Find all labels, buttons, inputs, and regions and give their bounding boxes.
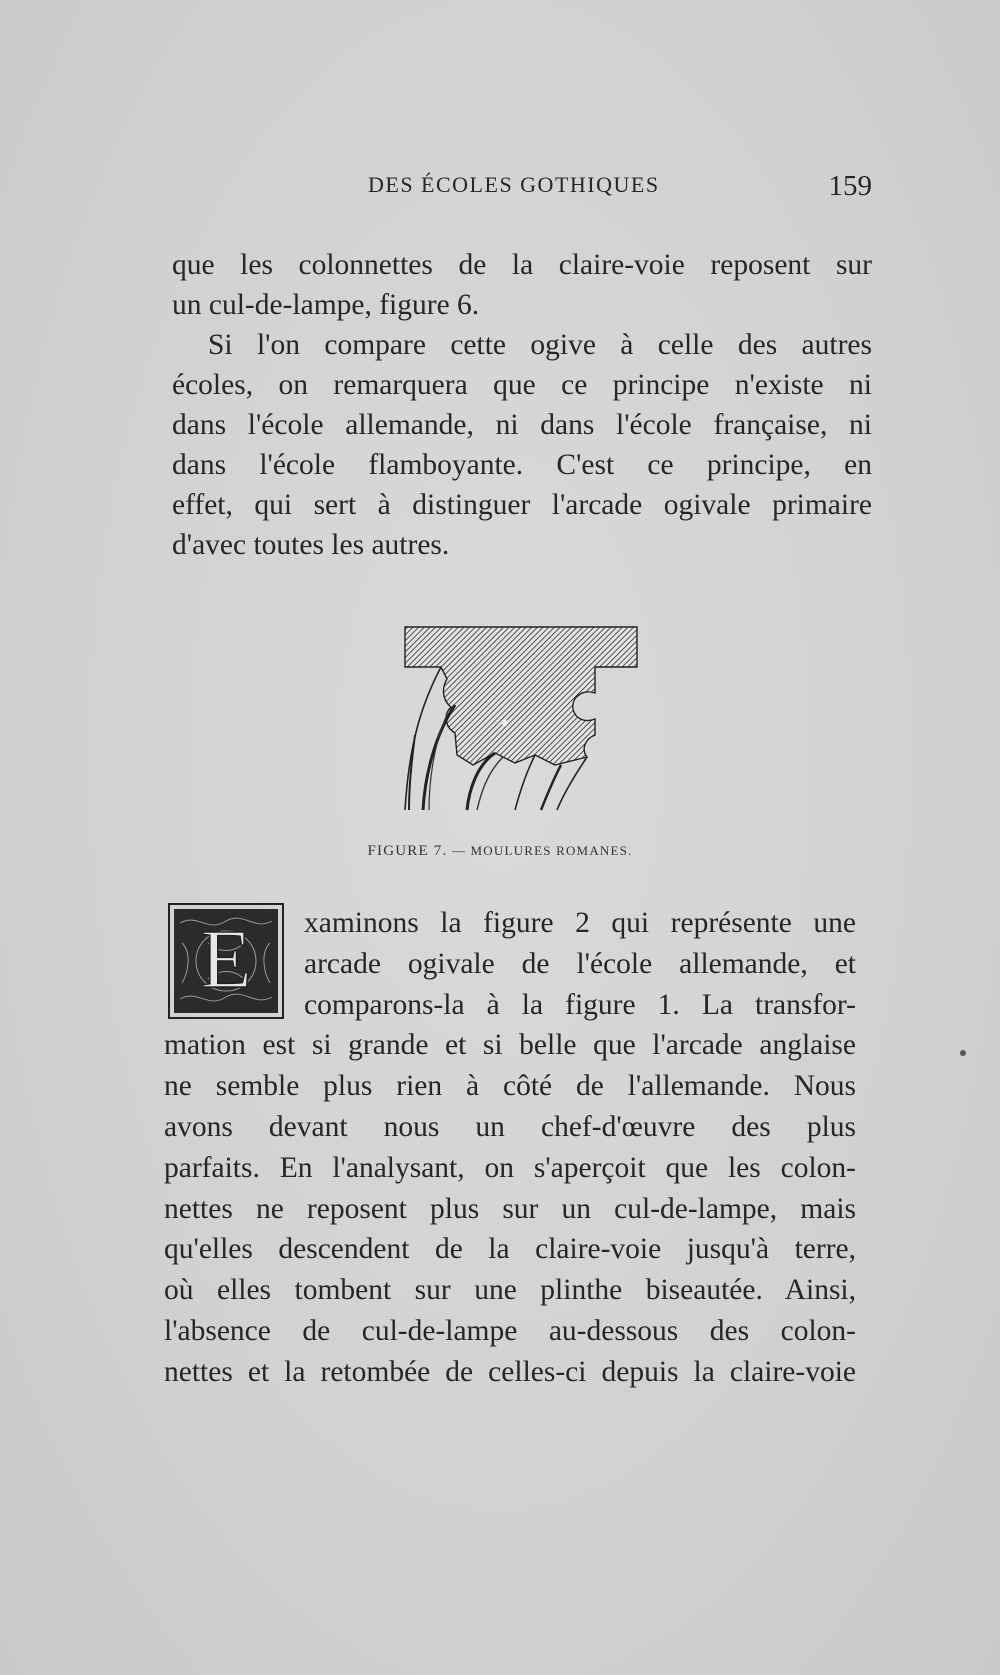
text-line: un cul-de-lampe, figure 6. (172, 289, 480, 321)
text-line: dans l'école allemande, ni dans l'école française, ni (172, 409, 872, 441)
text-line: qu'elles descendent de la claire-voie jusqu'à terre, (164, 1233, 856, 1266)
dropcap-letter: E (200, 913, 252, 1006)
text-line: effet, qui sert à distinguer l'arcade ogivale primaire (172, 489, 872, 521)
running-title: DES ÉCOLES GOTHIQUES (368, 172, 660, 197)
paragraph-continuation (172, 245, 872, 325)
text-line: l'absence de cul-de-lampe au-dessous des colon- (164, 1314, 856, 1347)
text-line: où elles tombent sur une plinthe biseautée. Ainsi, (164, 1274, 856, 1307)
paragraph-comparison (172, 325, 872, 565)
text-line: dans l'école flamboyante. C'est ce principe, en (172, 449, 872, 481)
figure-caption (0, 843, 1000, 860)
text-line: avons devant nous un chef-d'œuvre des plus (164, 1110, 856, 1143)
text-line: nettes ne reposent plus sur un cul-de-lampe, mais (164, 1192, 856, 1225)
moulding-illustration (385, 615, 645, 815)
running-head (180, 168, 880, 208)
figure-title: MOULURES ROMANES. (470, 843, 633, 858)
text-line: écoles, on remarquera que ce principe n'existe ni (172, 369, 872, 401)
figure-number: FIGURE 7. (367, 843, 448, 859)
text-line: d'avec toutes les autres. (172, 529, 450, 561)
text-line: mation est si grande et si belle que l'arcade anglaise (164, 1029, 856, 1062)
caption-dash: — (451, 843, 467, 858)
ink-speck (960, 1050, 966, 1056)
text-line: Si l'on compare cette ogive à celle des autres (208, 329, 872, 361)
text-line: arcade ogivale de l'école allemande, et (304, 947, 856, 980)
text-line: parfaits. En l'analysant, on s'aperçoit que les colon- (164, 1151, 856, 1184)
paragraph-examination (164, 903, 856, 1393)
text-line: nettes et la retombée de celles-ci depuis la claire-voie (164, 1355, 856, 1388)
text-line: ne semble plus rien à côté de l'allemande. Nous (164, 1070, 856, 1103)
text-line: que les colonnettes de la claire-voie reposent sur (172, 249, 872, 281)
page-number: 159 (828, 170, 872, 202)
text-line: xaminons la figure 2 qui représente une (304, 907, 856, 939)
text-line: comparons-la à la figure 1. La transfor- (304, 988, 856, 1021)
